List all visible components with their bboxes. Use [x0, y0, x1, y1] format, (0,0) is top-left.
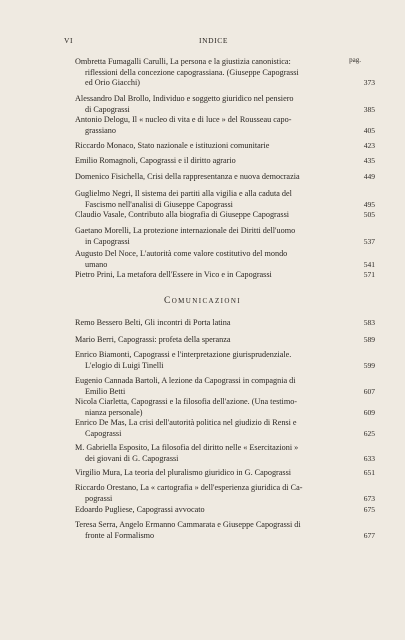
index-entry	[75, 418, 375, 439]
entry-line: Guglielmo Negri, Il sistema dei partiti alla vigilia e alla caduta del	[75, 189, 292, 198]
index-entry	[75, 376, 375, 397]
index-entry	[75, 249, 375, 270]
entry-page-number: 423	[363, 141, 375, 150]
entry-line: Claudio Vasale, Contributo alla biografia di Giuseppe Capograssi	[75, 210, 290, 219]
entry-line: Enrico Biamonti, Capograssi e l'interpretazione giurisprudenziale.	[75, 350, 292, 359]
index-entry	[75, 172, 375, 183]
index-entry	[75, 483, 375, 504]
entry-line: Alessandro Dal Brollo, Individuo e soggetto giuridico nel pensiero	[75, 94, 294, 103]
entry-line: ed Orio Giacchi)	[85, 78, 141, 88]
entry-line: Virgilio Mura, La teoria del pluralismo giuridico in G. Capograssi	[75, 468, 292, 477]
entry-line: Teresa Serra, Angelo Ermanno Cammarata e Giuseppe Capograssi di	[75, 520, 301, 529]
entry-line: Nicola Ciarletta, Capograssi e la filosofia dell'azione. (Una testimo-	[75, 397, 298, 406]
entry-page-number: 675	[363, 505, 375, 514]
page-header	[64, 36, 363, 48]
index-entry	[75, 350, 375, 371]
entry-page-number: 583	[363, 318, 375, 327]
entry-page-number: 609	[363, 407, 375, 417]
entry-line: pograssi	[85, 493, 113, 503]
index-entry	[75, 318, 375, 329]
entry-line: Emilio Romagnoli, Capograssi e il diritto agrario	[75, 156, 236, 165]
entry-page-number: 405	[363, 125, 375, 135]
entry-line: Pietro Prini, La metafora dell'Essere in Vico e in Capograssi	[75, 270, 272, 279]
entry-page-number: 373	[363, 78, 375, 88]
entry-page-number: 651	[363, 468, 375, 477]
entry-page-number: 571	[363, 270, 375, 279]
entry-line: Capograssi	[85, 428, 122, 438]
index-entry	[75, 57, 375, 89]
entry-line: M. Gabriella Esposito, La filosofia del diritto nelle « Esercitazioni »	[75, 443, 299, 452]
entry-page-number: 677	[363, 530, 375, 540]
entry-line: Ombretta Fumagalli Carulli, La persona e la giustizia canonistica:	[75, 57, 291, 66]
index-entry	[75, 141, 375, 152]
index-entry	[75, 210, 375, 221]
entry-line: umano	[85, 259, 108, 269]
entry-page-number: 541	[363, 259, 375, 269]
entry-line: Antonio Delogu, Il « nucleo di vita e di luce » del Rousseau capo-	[75, 115, 292, 124]
entry-page-number: 633	[363, 453, 375, 463]
index-entry	[75, 335, 375, 346]
entry-line: fronte al Formalismo	[85, 530, 155, 540]
entry-page-number: 625	[363, 428, 375, 438]
index-entry	[75, 115, 375, 136]
entry-page-number: 673	[363, 493, 375, 503]
entry-line: Enrico De Mas, La crisi dell'autorità politica nel giudizio di Rensi e	[75, 418, 297, 427]
entry-line: riflessioni della concezione capograssiana. (Giuseppe Capograssi	[85, 67, 299, 77]
index-entry	[75, 94, 375, 115]
index-entry	[75, 443, 375, 464]
entry-line: dei giovani di G. Capograssi	[85, 453, 179, 463]
entry-line: Domenico Fisichella, Crisi della rappresentanza e nuova democrazia	[75, 172, 300, 181]
pag-label: pag.	[349, 56, 361, 64]
entry-page-number: 505	[363, 210, 375, 219]
entry-line: in Capograssi	[85, 236, 130, 246]
index-entry	[75, 226, 375, 247]
index-entry	[75, 505, 375, 516]
entry-page-number: 599	[363, 360, 375, 370]
entry-page-number: 385	[363, 104, 375, 114]
entry-page-number: 495	[363, 199, 375, 209]
entry-line: Riccardo Monaco, Stato nazionale e istituzioni comunitarie	[75, 141, 270, 150]
entry-line: Remo Bessero Belti, Gli incontri di Porta latina	[75, 318, 231, 327]
entry-page-number: 435	[363, 156, 375, 165]
entry-line: di Capograssi	[85, 104, 130, 114]
entry-page-number: 449	[363, 172, 375, 181]
index-entry	[75, 397, 375, 418]
entry-line: L'elogio di Luigi Tinelli	[85, 360, 164, 370]
section-title: Comunicazioni	[163, 296, 242, 306]
entry-line: Mario Berri, Capograssi: profeta della speranza	[75, 335, 231, 344]
entry-line: Emilio Betti	[85, 386, 126, 396]
index-entry	[75, 270, 375, 281]
entry-line: nianza personale)	[85, 407, 143, 417]
entry-page-number: 537	[363, 236, 375, 246]
entry-line: grassiano	[85, 125, 116, 135]
page-number: VI	[64, 36, 74, 45]
page-title: INDICE	[198, 36, 228, 45]
entry-line: Eugenio Cannada Bartoli, A lezione da Capograssi in compagnia di	[75, 376, 296, 385]
index-entry	[75, 520, 375, 541]
entry-page-number: 607	[363, 386, 375, 396]
entry-page-number: 589	[363, 335, 375, 344]
entry-line: Edoardo Pugliese, Capograssi avvocato	[75, 505, 205, 514]
index-entry	[75, 156, 375, 167]
entry-line: Fascismo nell'analisi di Giuseppe Capograssi	[85, 199, 233, 209]
index-entry	[75, 468, 375, 479]
index-entry	[75, 189, 375, 210]
entry-line: Augusto Del Noce, L'autorità come valore costitutivo del mondo	[75, 249, 288, 258]
entry-line: Riccardo Orestano, La « cartografia » dell'esperienza giuridica di Ca-	[75, 483, 303, 492]
entry-line: Gaetano Morelli, La protezione internazionale dei Diritti dell'uomo	[75, 226, 296, 235]
